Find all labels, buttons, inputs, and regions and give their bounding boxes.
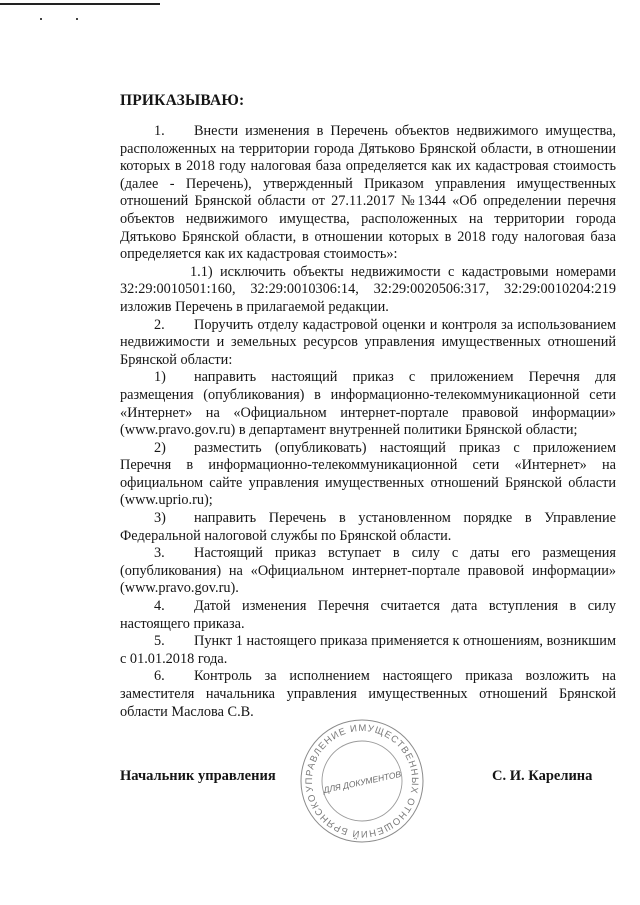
paragraph-1-1 (120, 264, 616, 317)
paragraph-3 (120, 545, 616, 598)
scan-speck (40, 18, 42, 20)
paragraph-2 (120, 317, 616, 370)
paragraph-text: Настоящий приказ вступает в силу с даты его размещения (опубликования) на «Официальном интернет-портале правовой информации» (www.pravo.gov.ru). (120, 545, 616, 597)
stamp-outer-text: УПРАВЛЕНИЕ ИМУЩЕСТВЕННЫХ ОТНОШЕНИЙ БРЯНСКОЙ (303, 722, 421, 840)
paragraph-4 (120, 598, 616, 633)
paragraph-text: Датой изменения Перечня считается дата вступления в силу настоящего приказа. (120, 598, 616, 632)
paragraph-number: 1. (154, 123, 165, 139)
scan-edge-line (0, 3, 160, 5)
paragraph-number: 1) (154, 369, 166, 386)
subparagraph-2 (120, 440, 616, 510)
subparagraph-1 (120, 369, 616, 439)
paragraph-text: Контроль за исполнением настоящего приказа возложить на заместителя начальника управления имущественных отношений Брянской области Маслова С.В. (120, 668, 616, 720)
order-body (120, 123, 616, 721)
paragraph-1 (120, 123, 616, 264)
paragraph-text: 1.1) исключить объекты недвижимости с кадастровыми номерами 32:29:0010501:160, 32:29:0010306:14, 32:29:0020506:317, 32:29:0010204:219 изложив Перечень в прилагаемой редакции. (120, 263, 616, 315)
paragraph-text: Внести изменения в Перечень объектов недвижимого имущества, расположенных на территории города Дятьково Брянской области, в отношении которых в 2018 году налоговая база определяется как их кадастровая стоимость (далее - Перечень), утвержденный Приказом управления имущественных отношений Брянской области от 27.11.2017 №1344 «Об определении перечня объектов недвижимого имущества, расположенных на территории города Дятьково Брянской области, в отношении которых в 2018 году налоговая база определяется как их кадастровая стоимость»: (120, 123, 616, 263)
order-heading: ПРИКАЗЫВАЮ: (120, 92, 245, 109)
paragraph-text: Пункт 1 настоящего приказа применяется к отношениям, возникшим с 01.01.2018 года. (120, 633, 616, 667)
signature-position: Начальник управления (120, 768, 276, 784)
paragraph-text: направить настоящий приказ с приложением Перечня для размещения (опубликования) в информационно-телекоммуникационной сети «Интернет» на «Официальном интернет-портале правовой информации» (www.pravo.gov.ru) в департамент внутренней политики Брянской области; (120, 369, 616, 439)
signature-name: С. И. Карелина (492, 768, 593, 784)
paragraph-text: направить Перечень в установленном порядке в Управление Федеральной налоговой службы по Брянской области. (120, 510, 616, 544)
paragraph-text: Поручить отделу кадастровой оценки и контроля за использованием недвижимости и земельных ресурсов управления имущественных отношений Брянской области: (120, 316, 616, 368)
paragraph-5 (120, 633, 616, 668)
subparagraph-3 (120, 510, 616, 545)
paragraph-number: 2. (154, 316, 165, 333)
paragraph-number: 4. (154, 598, 165, 615)
paragraph-text: разместить (опубликовать) настоящий приказ с приложением Перечня в информационно-телекоммуникационной сети «Интернет» на официальном сайте управления имущественных отношений Брянской области (www.uprio.ru); (120, 439, 616, 509)
paragraph-6 (120, 668, 616, 721)
stamp-center-text: ДЛЯ ДОКУМЕНТОВ (322, 768, 402, 796)
stamp-seal (297, 716, 427, 846)
paragraph-number: 3) (154, 510, 166, 527)
paragraph-number: 6. (154, 668, 165, 685)
paragraph-number: 2) (154, 439, 166, 456)
paragraph-number: 5. (154, 633, 165, 650)
scan-speck (76, 18, 78, 20)
paragraph-number: 3. (154, 545, 165, 562)
